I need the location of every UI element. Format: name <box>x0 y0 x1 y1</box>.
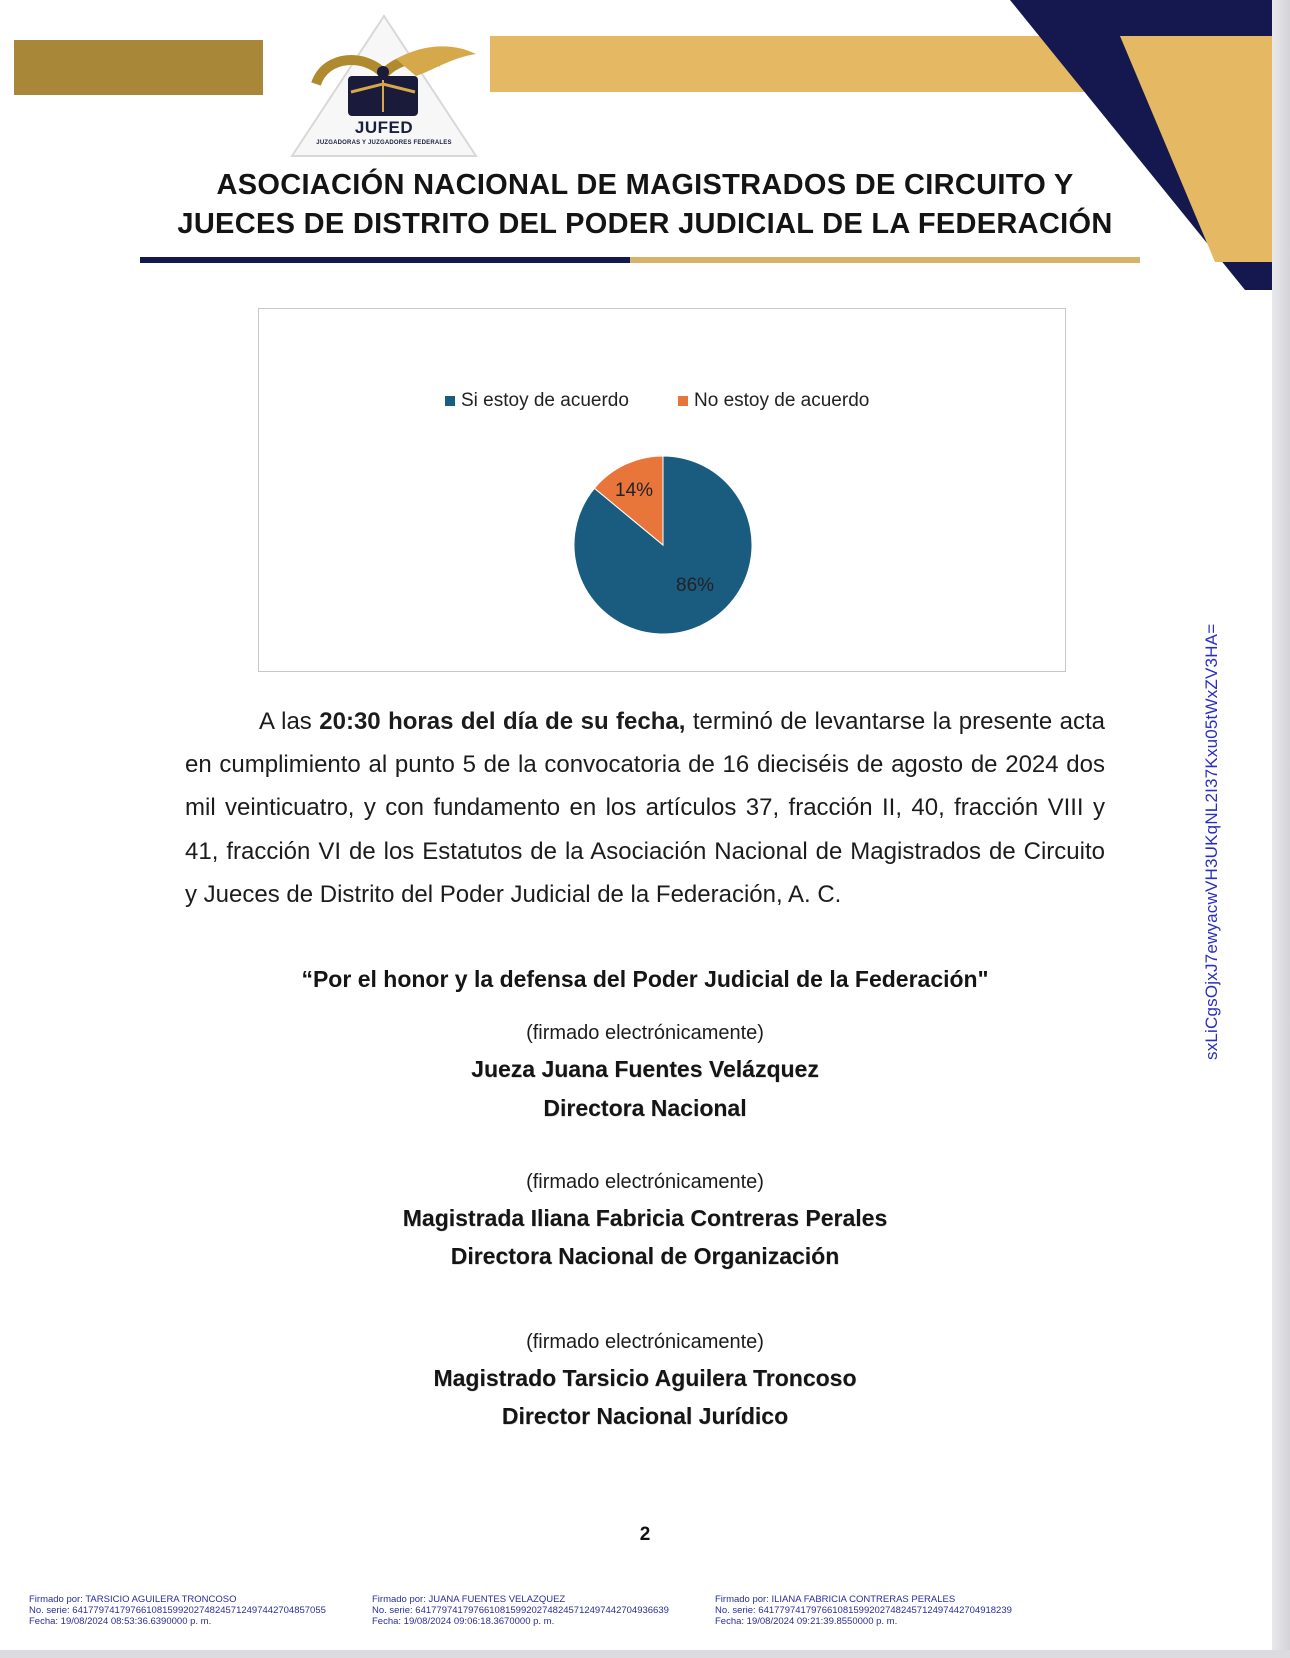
signature-note-1: (firmado electrónicamente) <box>526 1022 764 1044</box>
footer-serial: No. serie: 641779741797661081599202748245712497442704857055 <box>29 1605 326 1616</box>
footer-date: Fecha: 19/08/2024 09:21:39.8550000 p. m. <box>715 1616 898 1627</box>
page-bottom-shadow <box>0 1650 1290 1658</box>
body-part2: terminó de levantarse la presente acta en cumplimiento al punto 5 de la convocatoria de 16 dieciséis de agosto de 2024 dos mil veinticuatro, y con fundamento en los artículos 37, fracción II, 40, fracción VIII y 41, fracción VI de los Estatutos de la Asociación Nacional de Magistrados de Circuito y Jueces de Distrito del Poder Judicial de la Federación, A. C. <box>185 708 1105 908</box>
signature-name-2: Magistrada Iliana Fabricia Contreras Perales <box>402 1205 888 1231</box>
legend-item-no <box>678 390 869 412</box>
pie-label-si: 86% <box>676 575 715 596</box>
signature-role-1: Directora Nacional <box>543 1095 747 1121</box>
footer-signed-by: Firmado por: JUANA FUENTES VELAZQUEZ <box>372 1594 566 1605</box>
footer-signed-by: Firmado por: ILIANA FABRICIA CONTRERAS PERALES <box>715 1594 956 1605</box>
motto: “Por el honor y la defensa del Poder Judicial de la Federación" <box>301 966 989 992</box>
legend-swatch-si <box>445 396 455 406</box>
body-paragraph <box>185 700 1105 916</box>
footer-serial: No. serie: 641779741797661081599202748245712497442704918239 <box>715 1605 1012 1616</box>
signature-role-3: Director Nacional Jurídico <box>501 1403 789 1429</box>
legend-label-si: Si estoy de acuerdo <box>461 390 629 411</box>
body-bold: 20:30 horas del día de su fecha, <box>319 708 686 735</box>
logo-subtitle: JUZGADORAS Y JUZGADORES FEDERALES <box>316 140 452 146</box>
title-line-1: ASOCIACIÓN NACIONAL DE MAGISTRADOS DE CIRCUITO Y <box>216 169 1074 201</box>
signature-role-2: Directora Nacional de Organización <box>450 1243 840 1269</box>
verification-hash: sxLiCgsOjxJ7ewyacwVH3UKqNL2I37Kxu05tWxZV3HA= <box>1202 623 1221 1060</box>
page-number: 2 <box>639 1524 651 1545</box>
body-part1: A las <box>259 708 320 735</box>
logo-name: JUFED <box>354 118 414 137</box>
legend-label-no: No estoy de acuerdo <box>694 390 870 411</box>
footer-serial: No. serie: 641779741797661081599202748245712497442704936639 <box>372 1605 669 1616</box>
footer-date: Fecha: 19/08/2024 08:53:36.6390000 p. m. <box>29 1616 212 1627</box>
footer-signature-1 <box>29 1594 369 1627</box>
legend-swatch-no <box>678 396 688 406</box>
signature-note-2: (firmado electrónicamente) <box>526 1171 764 1193</box>
signature-name-3: Magistrado Tarsicio Aguilera Troncoso <box>433 1365 857 1391</box>
legend-item-si <box>445 390 629 412</box>
signature-note-3: (firmado electrónicamente) <box>526 1331 764 1353</box>
footer-date: Fecha: 19/08/2024 09:06:18.3670000 p. m. <box>372 1616 555 1627</box>
pie-label-no: 14% <box>615 480 654 501</box>
signature-name-1: Jueza Juana Fuentes Velázquez <box>471 1056 819 1082</box>
title-line-2: JUECES DE DISTRITO DEL PODER JUDICIAL DE LA FEDERACIÓN <box>177 208 1113 240</box>
footer-signature-2 <box>372 1594 712 1627</box>
pie-chart <box>0 0 1290 700</box>
footer-signature-3 <box>715 1594 1055 1627</box>
footer-signed-by: Firmado por: TARSICIO AGUILERA TRONCOSO <box>29 1594 237 1605</box>
